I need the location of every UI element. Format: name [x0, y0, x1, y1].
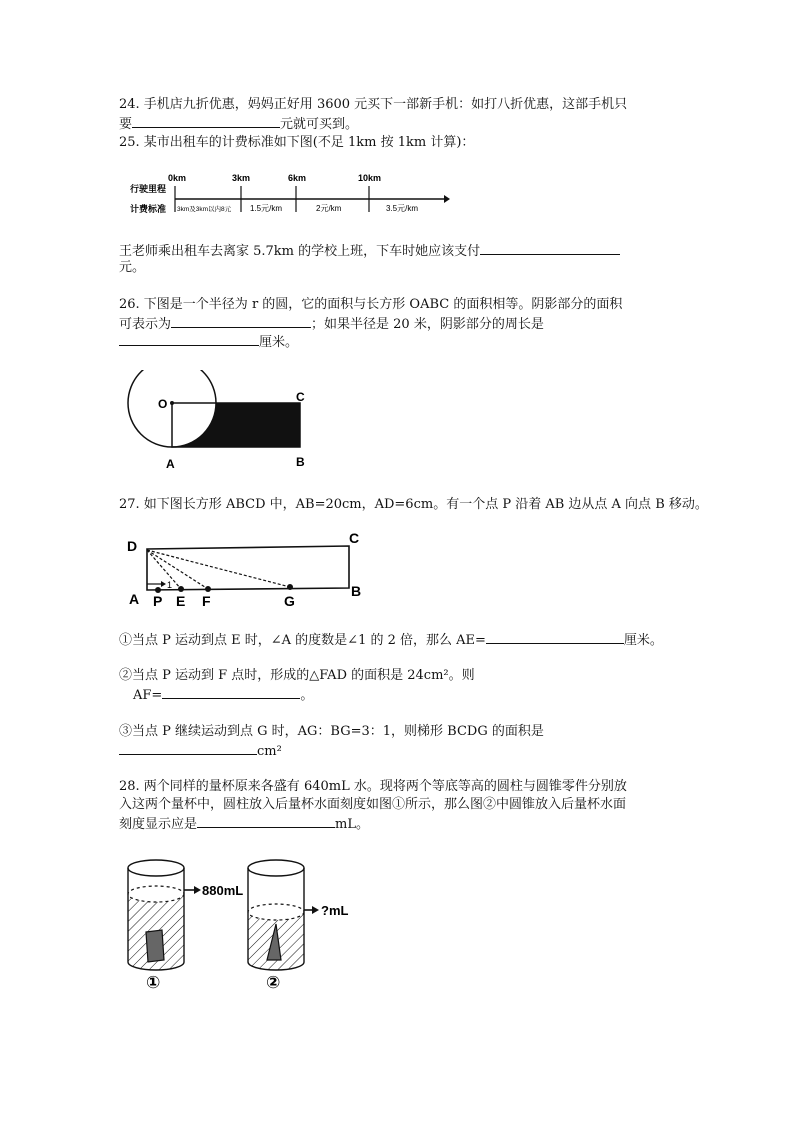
tick-label-0km: 0km — [168, 173, 187, 183]
cup-1-reading: 880mL — [202, 883, 244, 898]
axis-arrowhead — [444, 195, 450, 203]
q27-line1: 27. 如下图长方形 ABCD 中，AB=20cm，AD=6cm。有一个点 P 沿着 AB 边从点 A 向点 B 移动。 — [119, 497, 708, 512]
rectangle-abcd — [147, 546, 349, 590]
q27-part3-line1: ③当点 P 继续运动到点 G 时，AG：BG=3：1，则梯形 BCDG 的面积是 — [119, 724, 544, 739]
cup-2-label: ② — [266, 973, 281, 992]
center-point — [170, 401, 174, 405]
tick-label-10km: 10km — [358, 173, 382, 183]
q28-prefix: 刻度显示应是 — [119, 817, 198, 832]
q26-unit: 厘米。 — [259, 335, 299, 350]
circle-rectangle-figure — [120, 370, 320, 480]
cup-2 — [248, 860, 349, 992]
cup-1-rim — [128, 860, 184, 876]
point-g — [287, 584, 293, 590]
segment-df — [147, 550, 208, 589]
q26-area-blank[interactable] — [171, 314, 311, 328]
q26-perimeter-blank[interactable] — [119, 332, 259, 346]
q28-answer-blank[interactable] — [197, 814, 335, 828]
q25-line1: 25. 某市出租车的计费标准如下图(不足 1km 按 1km 计算)： — [119, 135, 475, 150]
q27-part2-blank[interactable] — [162, 685, 300, 699]
point-f — [205, 586, 211, 592]
cup-2-water-level — [248, 904, 304, 920]
tick-label-3km: 3km — [232, 173, 251, 183]
q26-prefix: 可表示为 — [119, 317, 172, 332]
row-label-distance: 行驶里程 — [130, 184, 167, 194]
rate-0-3km: 3km及3km以内8元 — [177, 206, 232, 213]
q26-middle: ；如果半径是 20 米，阴影部分的周长是 — [311, 317, 544, 332]
q26-line2 — [119, 314, 544, 334]
angle-1-label: 1 — [167, 580, 173, 590]
q28-line3 — [119, 814, 369, 834]
q24-line1: 24. 手机店九折优惠，妈妈正好用 3600 元买下一部新手机：如打八折优惠，这部手机只 — [119, 97, 628, 112]
cup-1 — [128, 860, 243, 992]
shaded-region — [172, 403, 300, 447]
q24-line2 — [119, 114, 358, 134]
rate-3-6km: 1.5元/km — [250, 204, 283, 213]
measuring-cups-figure — [118, 852, 368, 1002]
motion-arrowhead — [161, 581, 166, 587]
cup-2-reading: ?mL — [321, 903, 349, 918]
label-e: E — [176, 593, 186, 609]
row-label-fare: 计费标准 — [130, 204, 167, 214]
q27-part2-suffix: 。 — [300, 688, 314, 703]
q27-part3-blank[interactable] — [119, 741, 257, 755]
q26-line1: 26. 下图是一个半径为 r 的圆，它的面积与长方形 OABC 的面积相等。阴影部分的面积 — [119, 297, 623, 312]
label-b: B — [296, 455, 305, 469]
q24-suffix: 元就可买到。 — [280, 117, 359, 132]
q24-prefix: 要 — [119, 117, 133, 132]
q25-question-text: 王老师乘出租车去离家 5.7km 的学校上班，下车时她应该支付 — [119, 244, 481, 259]
q27-part2-line1: ②当点 P 运动到 F 点时，形成的△FAD 的面积是 24cm²。则 — [119, 668, 475, 683]
q27-part2-prefix: AF= — [133, 688, 163, 703]
point-e — [178, 586, 184, 592]
cup-2-rim — [248, 860, 304, 876]
label-p: P — [153, 593, 163, 609]
label-o: O — [158, 397, 168, 411]
q27-part3-unit: cm² — [257, 744, 282, 759]
label-d: D — [127, 538, 138, 554]
q28-unit: mL。 — [335, 817, 369, 832]
rate-over-10km: 3.5元/km — [386, 204, 419, 213]
q26-line3 — [119, 332, 298, 352]
q27-part3-line2 — [119, 741, 282, 761]
label-f: F — [202, 593, 211, 609]
q25-unit: 元。 — [119, 260, 146, 275]
cylinder-part — [146, 930, 164, 962]
cup-1-water-level — [128, 886, 184, 902]
label-a: A — [129, 591, 140, 607]
label-a: A — [166, 457, 175, 471]
q27-part1-text: ①当点 P 运动到点 E 时，∠A 的度数是∠1 的 2 倍，那么 AE= — [119, 633, 486, 648]
label-b: B — [351, 583, 362, 599]
q25-question — [119, 241, 620, 261]
rectangle-abcd-figure — [125, 526, 370, 610]
q28-line1: 28. 两个同样的量杯原来各盛有 640mL 水。现将两个等底等高的圆柱与圆锥零件分别放 — [119, 779, 627, 794]
label-c: C — [349, 530, 360, 546]
q27-part1-blank[interactable] — [486, 630, 624, 644]
taxi-fare-diagram — [128, 168, 453, 218]
q25-answer-blank[interactable] — [480, 241, 620, 255]
q28-line2: 入这两个量杯中，圆柱放入后量杯水面刻度如图①所示，那么图②中圆锥放入后量杯水面 — [119, 797, 627, 812]
tick-label-6km: 6km — [288, 173, 307, 183]
label-g: G — [284, 593, 295, 609]
cup-1-label: ① — [146, 973, 161, 992]
q27-part1-unit: 厘米。 — [623, 633, 663, 648]
label-c: C — [296, 390, 305, 404]
q27-part2-line2 — [133, 685, 313, 705]
q27-part1 — [119, 630, 663, 650]
rate-6-10km: 2元/km — [316, 204, 342, 213]
q24-answer-blank[interactable] — [132, 114, 280, 128]
